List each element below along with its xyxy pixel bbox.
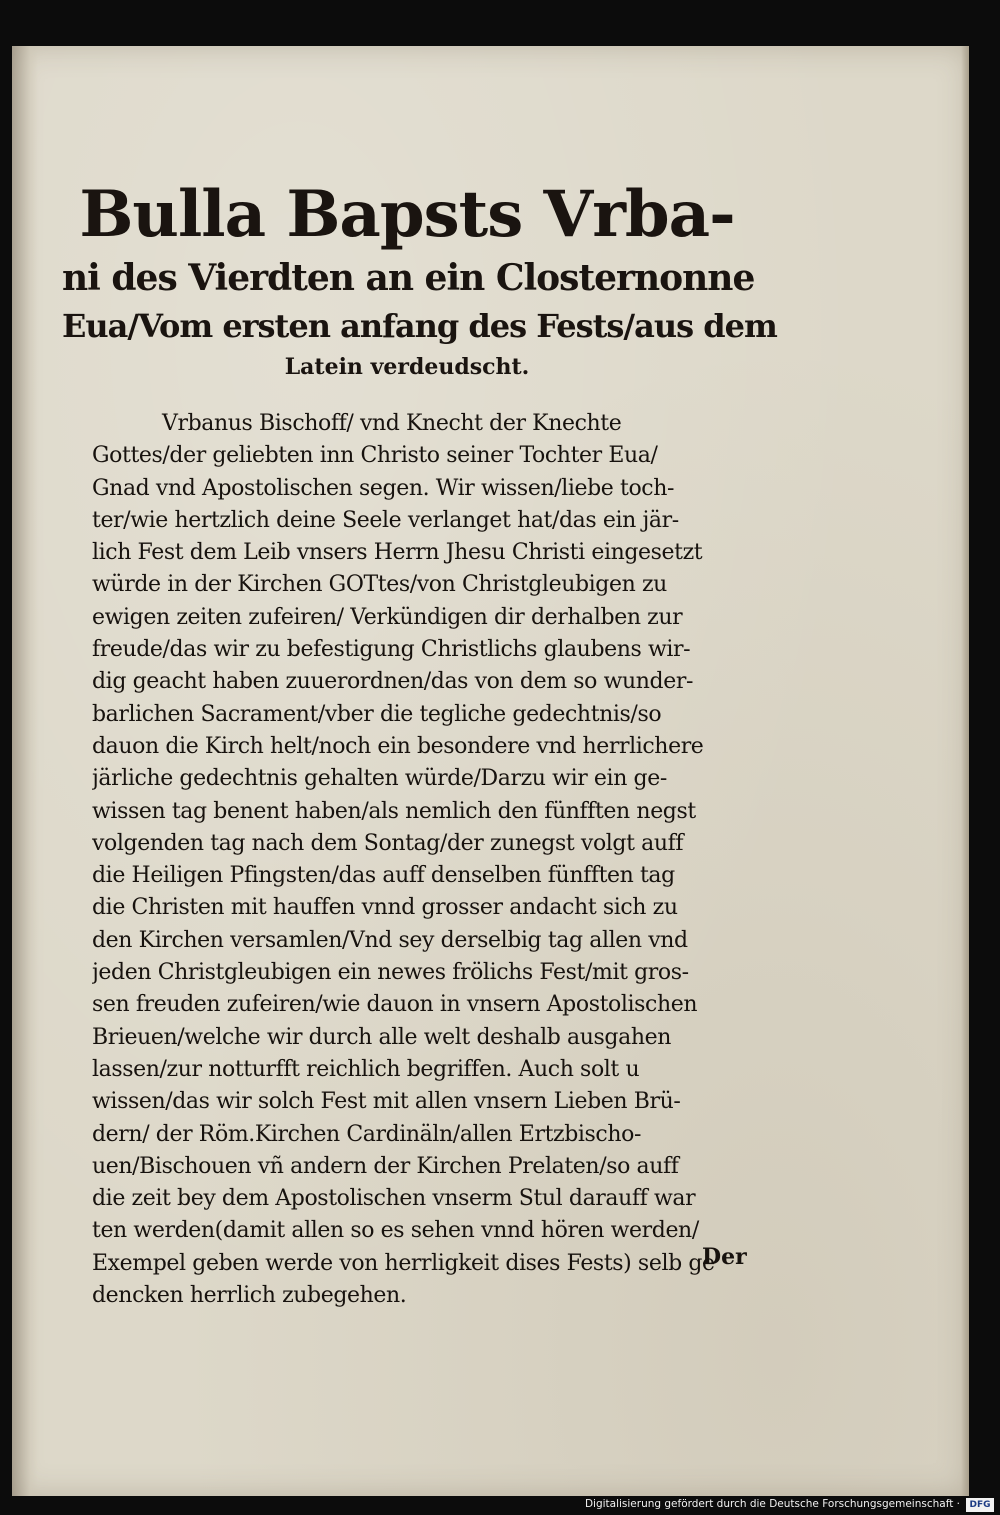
body-line: jeden Christgleubigen ein newes frölichs Fest/mit gros- [92,960,689,986]
body-line: Gnad vnd Apostolischen segen. Wir wissen/liebe toch- [92,475,675,501]
digitization-credit: Digitalisierung gefördert durch die Deutsche Forschungsgemeinschaft · [584,1498,960,1510]
body-line: freude/das wir zu befestigung Christlichs glaubens wir- [92,637,691,663]
body-line: dern/ der Röm.Kirchen Cardinäln/allen Ertzbischo- [92,1121,641,1147]
body-line: sen freuden zufeiren/wie dauon in vnsern Apostolischen [92,992,698,1018]
body-line: lich Fest dem Leib vnsers Herrn Jhesu Christi eingesetzt [92,540,703,566]
body-line: Gottes/der geliebten inn Christo seiner Tochter Eua/ [92,443,658,469]
body-line: dig geacht haben zuuerordnen/das von dem so wunder- [92,669,693,695]
body-line: volgenden tag nach dem Sontag/der zunegst volgt auff [92,830,684,856]
page-edge [961,46,969,1496]
title-line-4: Latein verdeudscht. [284,354,530,380]
body-line: ewigen zeiten zufeiren/ Verkündigen dir derhalben zur [92,604,683,630]
body-line: ter/wie hertzlich deine Seele verlanget hat/das ein jär- [92,507,679,533]
body-line: Brieuen/welche wir durch alle welt deshalb ausgahen [92,1024,671,1050]
body-line: wissen/das wir solch Fest mit allen vnsern Lieben Brü- [92,1089,681,1115]
title-line-3: Eua/Vom ersten anfang des Fests/aus dem [62,307,777,345]
body-line: barlichen Sacrament/vber die tegliche gedechtnis/so [92,701,662,727]
title-line-2: ni des Vierdten an ein Closternonne [62,257,755,299]
body-line: würde in der Kirchen GOTtes/von Christgleubigen zu [92,572,667,598]
body-line: wissen tag benent haben/als nemlich den fünfften negst [92,798,696,824]
body-line: Vrbanus Bischoff/ vnd Knecht der Knechte [162,411,622,436]
page-gutter-shadow [12,46,38,1496]
body-line: dencken herrlich zubegehen. [92,1283,407,1309]
title-line-1: Bulla Bapsts Vrba- [79,177,735,252]
body-line: uen/Bischouen vñ andern der Kirchen Prelaten/so auff [92,1153,679,1179]
body-line: den Kirchen versamlen/Vnd sey derselbig tag allen vnd [92,927,688,953]
body-line: Exempel geben werde von herrligkeit dises Fests) selb ge [92,1250,715,1276]
book-page [12,46,969,1496]
bull-title [62,176,777,384]
body-text [92,408,752,1312]
catchword: Der [702,1244,747,1270]
body-line: die zeit bey dem Apostolischen vnserm Stul darauff war [92,1186,696,1212]
body-line: ten werden(damit allen so es sehen vnnd hören werden/ [92,1218,699,1244]
body-line: die Heiligen Pfingsten/das auff denselben fünfften tag [92,863,675,889]
dfg-logo: DFG [966,1498,994,1512]
body-line: lassen/zur notturfft reichlich begriffen. Auch solt u [92,1056,640,1082]
body-line: dauon die Kirch helt/noch ein besondere vnd herrlichere [92,733,704,759]
body-line: järliche gedechtnis gehalten würde/Darzu wir ein ge- [92,766,667,792]
body-line: die Christen mit hauffen vnnd grosser andacht sich zu [92,895,678,921]
